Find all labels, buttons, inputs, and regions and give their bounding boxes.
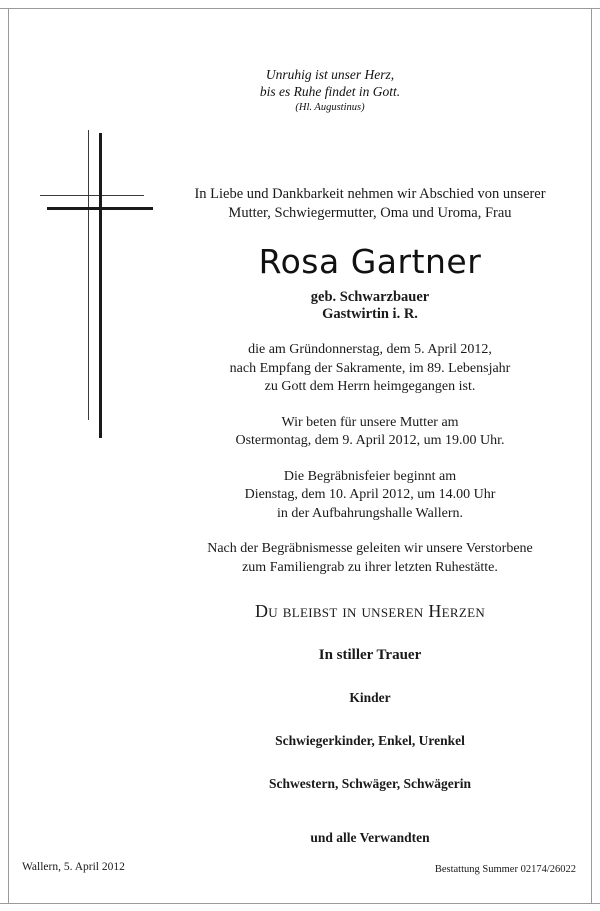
funeral-line-1: Die Begräbnisfeier beginnt am — [283, 468, 457, 484]
intro-line-1: In Liebe und Dankbarkeit nehmen wir Abschied von unserer — [194, 186, 546, 202]
mourner-children: Kinder — [349, 690, 391, 705]
burial-line-1: Nach der Begräbnismesse geleiten wir unsere Verstorbene — [207, 541, 533, 556]
epigraph-line-1: Unruhig ist unser Herz, — [265, 67, 395, 82]
epigraph-line-2: bis es Ruhe findet in Gott. — [259, 84, 401, 99]
deceased-name: Rosa Gartner — [258, 242, 482, 281]
epigraph-source: (Hl. Augustinus) — [295, 102, 365, 113]
paragraph-burial — [170, 540, 570, 577]
deceased-maiden-name: geb. Schwarzbauer — [310, 289, 430, 305]
cross-vertical-thin — [88, 130, 89, 420]
deceased-details — [170, 289, 570, 323]
cross-horizontal-bar — [47, 207, 153, 210]
mourner-siblings: Schwestern, Schwäger, Schwägerin — [269, 776, 471, 791]
memorial-line: Du bleibst in unseren Herzen — [254, 601, 486, 621]
cross-horizontal-thin — [40, 195, 144, 196]
rosary-line-1: Wir beten für unsere Mutter am — [281, 414, 459, 430]
death-notice-line-2: nach Empfang der Sakramente, im 89. Lebensjahr — [229, 360, 511, 376]
page-border-right — [591, 8, 592, 904]
burial-line-2: zum Familiengrab zu ihrer letzten Ruhestätte. — [242, 559, 498, 575]
footer-funeral-home: Bestattung Summer 02174/26022 — [434, 864, 576, 875]
paragraph-rosary — [170, 414, 570, 451]
cross-icon — [40, 130, 160, 450]
cross-vertical-bar — [99, 133, 102, 438]
epigraph — [180, 66, 480, 115]
paragraph-funeral — [170, 468, 570, 524]
mourning-header: In stiller Trauer — [318, 647, 422, 663]
intro-line-2: Mutter, Schwiegermutter, Oma und Uroma, Frau — [228, 205, 512, 221]
death-notice-line-1: die am Gründonnerstag, dem 5. April 2012, — [248, 342, 492, 357]
deceased-occupation: Gastwirtin i. R. — [322, 306, 418, 322]
mourner-relatives: und alle Verwandten — [310, 830, 430, 845]
paragraph-death-notice — [170, 341, 570, 397]
funeral-line-2: Dienstag, dem 10. April 2012, um 14.00 Uhr — [244, 487, 496, 502]
page-border-top — [0, 8, 600, 9]
death-notice-line-3: zu Gott dem Herrn heimgegangen ist. — [264, 379, 476, 394]
footer-place-date: Wallern, 5. April 2012 — [22, 861, 125, 873]
mourner-grandchildren: Schwiegerkinder, Enkel, Urenkel — [275, 733, 465, 748]
obituary-content — [170, 185, 570, 847]
rosary-line-2: Ostermontag, dem 9. April 2012, um 19.00 Uhr. — [235, 433, 505, 448]
page-border-bottom — [0, 903, 600, 904]
page-border-left — [8, 8, 9, 904]
intro-text — [170, 185, 570, 223]
funeral-line-3: in der Aufbahrungshalle Wallern. — [276, 505, 463, 521]
